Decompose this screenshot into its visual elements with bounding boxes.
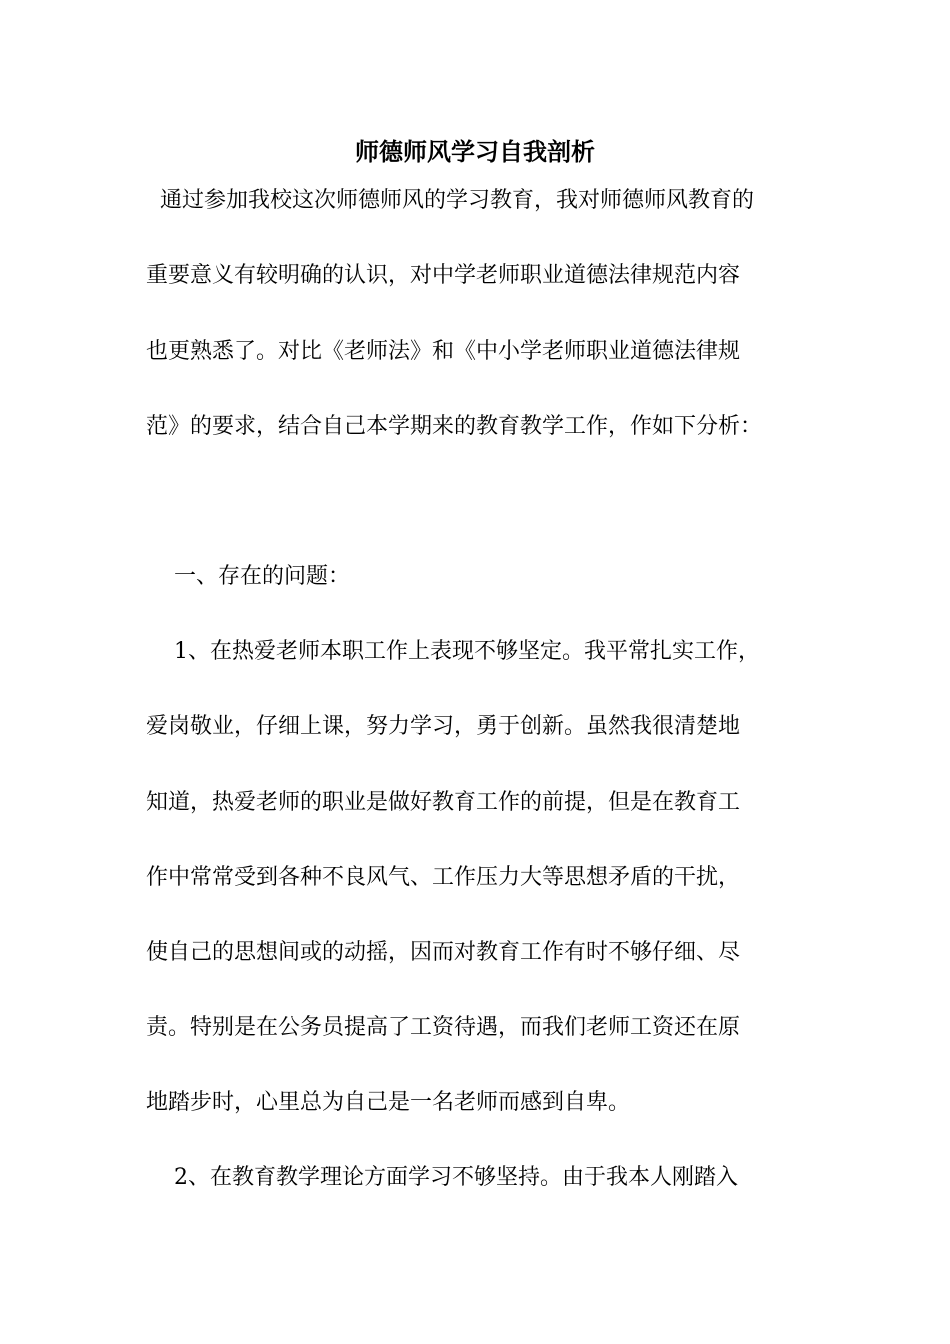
text-line: 知道，热爱老师的职业是做好教育工作的前提，但是在教育工 xyxy=(146,790,741,815)
text-line: 使自己的思想间或的动摇，因而对教育工作有时不够仔细、尽 xyxy=(146,940,741,965)
section-heading: 一、存在的问题： xyxy=(146,564,350,589)
text-line: 作中常常受到各种不良风气、工作压力大等思想矛盾的干扰， xyxy=(146,865,741,890)
text-line: 责。特别是在公务员提高了工资待遇，而我们老师工资还在原 xyxy=(146,1015,741,1040)
document-title: 师德师风学习自我剖析 xyxy=(355,137,595,166)
text-line: 也更熟悉了。对比《老师法》和《中小学老师职业道德法律规 xyxy=(146,339,741,364)
text-line: 通过参加我校这次师德师风的学习教育，我对师德师风教育的 xyxy=(146,188,754,213)
text-line: 地踏步时，心里总为自己是一名老师而感到自卑。 xyxy=(146,1090,631,1115)
text-line: 重要意义有较明确的认识，对中学老师职业道德法律规范内容 xyxy=(146,263,741,288)
text-line: 2、在教育教学理论方面学习不够坚持。由于我本人刚踏入 xyxy=(146,1165,738,1190)
text-line: 1、在热爱老师本职工作上表现不够坚定。我平常扎实工作， xyxy=(146,639,760,664)
text-line: 范》的要求，结合自己本学期来的教育教学工作，作如下分析： xyxy=(146,414,763,439)
text-line: 爱岗敬业，仔细上课，努力学习，勇于创新。虽然我很清楚地 xyxy=(146,714,741,739)
